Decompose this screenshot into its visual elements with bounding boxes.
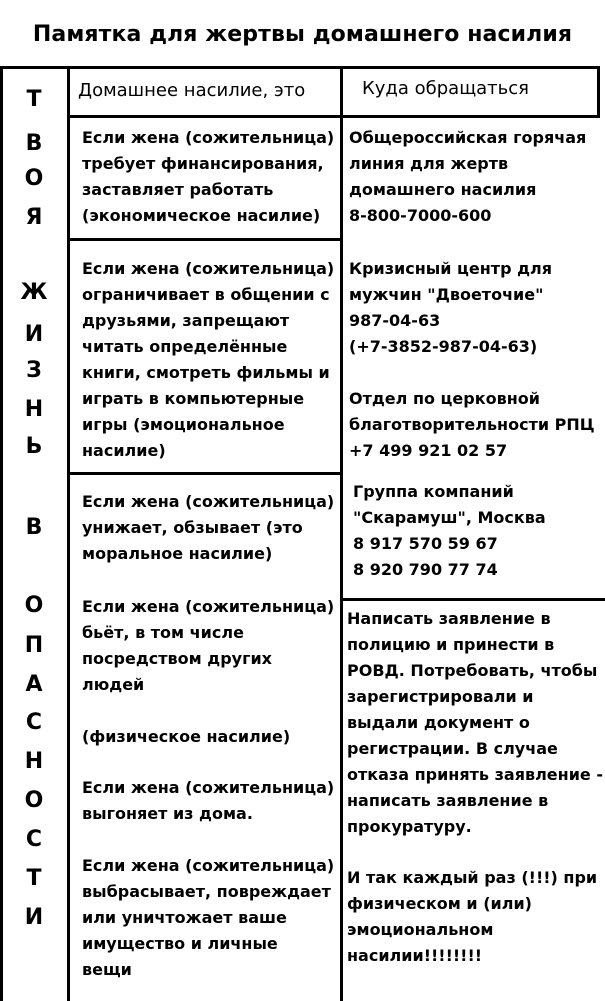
vertical-letter: А [25,672,43,697]
right-cell-church [349,386,595,464]
cell-line: (физическое насилие) [82,727,291,746]
left-cell-physical [82,594,334,698]
cell-line: мужчин "Двоеточие" [349,285,544,304]
row-divider-1 [67,238,343,241]
vertical-letter: В [25,131,43,156]
cell-line: унижает, обзывает (это [82,518,303,537]
cell-line: отказа принять заявление - [347,765,603,784]
header-right: Куда обращаться [362,78,530,99]
vertical-letter: С [25,827,43,852]
column-divider-1 [67,66,70,1001]
cell-line: 8 917 570 59 67 [353,534,498,553]
left-cell-economic [82,125,334,229]
vertical-letter: С [25,710,43,735]
table-border-right [597,66,600,116]
cell-line: +7 499 921 02 57 [349,441,508,460]
cell-line: 8-800-7000-600 [349,206,492,225]
left-cell-physical-label [82,724,290,750]
vertical-letter: Т [26,866,42,891]
cell-line: "Скарамуш", Москва [353,508,546,527]
cell-line: линия для жертв [349,154,509,173]
left-cell-emotional [82,256,334,464]
cell-line: благотворительности РПЦ [349,415,595,434]
vertical-letter: Н [24,749,44,774]
right-cell-crisis-center [349,256,552,360]
cell-line: эмоциональном [347,920,494,939]
cell-line: (+7-3852-987-04-63) [349,337,538,356]
vertical-letter: Н [24,397,44,422]
cell-line: Отдел по церковной [349,389,540,408]
vertical-letter: О [24,593,44,618]
cell-line: вещи [82,960,132,979]
vertical-letter: Ж [20,280,48,305]
cell-line: И так каждый раз (!!!) при [347,868,598,887]
cell-line: 987-04-63 [349,311,441,330]
vertical-letter: П [24,633,44,658]
header-left: Домашнее насилие, это [78,80,306,101]
cell-line: выгоняет из дома. [82,804,253,823]
left-cell-property [82,853,334,983]
cell-line: домашнего насилия [349,180,537,199]
cell-line: Если жена (сожительница) [82,856,335,875]
cell-line: 8 920 790 77 74 [353,560,498,579]
cell-line: имущество и личные [82,934,278,953]
table-border-top-left [0,66,343,69]
cell-line: Написать заявление в [347,609,551,628]
row-divider-2 [67,472,343,475]
cell-line: выдали документ о [347,713,530,732]
cell-line: РОВД. Потребовать, чтобы [347,661,598,680]
vertical-letter: З [26,358,42,383]
cell-line: требует финансирования, [82,154,324,173]
column-divider-2 [340,66,343,1001]
cell-line: насилие) [82,441,166,460]
cell-line: Если жена (сожительница) [82,778,335,797]
cell-line: Группа компаний [353,482,514,501]
right-cell-company [353,479,546,583]
cell-line: прокуратуру. [347,817,472,836]
right-cell-hotline [349,125,586,229]
cell-line: друзьями, запрещают [82,311,290,330]
vertical-letter: В [25,515,43,540]
cell-line: написать заявление в [347,791,549,810]
cell-line: Кризисный центр для [349,259,553,278]
cell-line: регистрации. В случае [347,739,558,758]
cell-line: людей [82,675,145,694]
vertical-letter: Ь [25,434,43,459]
cell-line: книги, смотреть фильмы и [82,363,330,382]
cell-line: ограничивает в общении с [82,285,330,304]
cell-line: бьёт, в том числе [82,623,244,642]
cell-line: насилии!!!!!!!! [347,946,483,965]
page-title: Памятка для жертвы домашнего насилия [32,22,573,47]
cell-line: Если жена (сожительница) [82,597,335,616]
cell-line: (экономическое насилие) [82,206,321,225]
right-cell-every-time [347,865,597,969]
cell-line: посредством других [82,649,272,668]
right-cell-police [347,606,603,840]
cell-line: или уничтожает ваше [82,908,287,927]
cell-line: полицию и принести в [347,635,555,654]
cell-line: выбрасывает, повреждает [82,882,331,901]
cell-line: физическом и (или) [347,894,532,913]
cell-line: Если жена (сожительница) [82,259,335,278]
cell-line: читать определённые [82,337,288,356]
right-row-divider [340,598,605,601]
vertical-letter: Т [26,87,42,112]
cell-line: моральное насилие) [82,544,273,563]
cell-line: играть в компьютерные [82,389,305,408]
vertical-letter: Я [25,205,43,230]
cell-line: Если жена (сожительница) [82,492,335,511]
cell-line: зарегистрировали и [347,687,534,706]
table-border-left [0,66,3,1001]
vertical-letter: И [24,905,44,930]
vertical-letter: О [24,166,44,191]
vertical-letter: О [24,788,44,813]
cell-line: игры (эмоциональное [82,415,285,434]
vertical-letter: И [24,322,44,347]
cell-line: Общероссийская горячая [349,128,587,147]
left-cell-moral [82,489,334,567]
cell-line: Если жена (сожительница) [82,128,335,147]
header-bottom-line [67,115,600,118]
cell-line: заставляет работать [82,180,274,199]
table-border-top-right [342,66,598,69]
left-cell-eviction [82,775,334,827]
